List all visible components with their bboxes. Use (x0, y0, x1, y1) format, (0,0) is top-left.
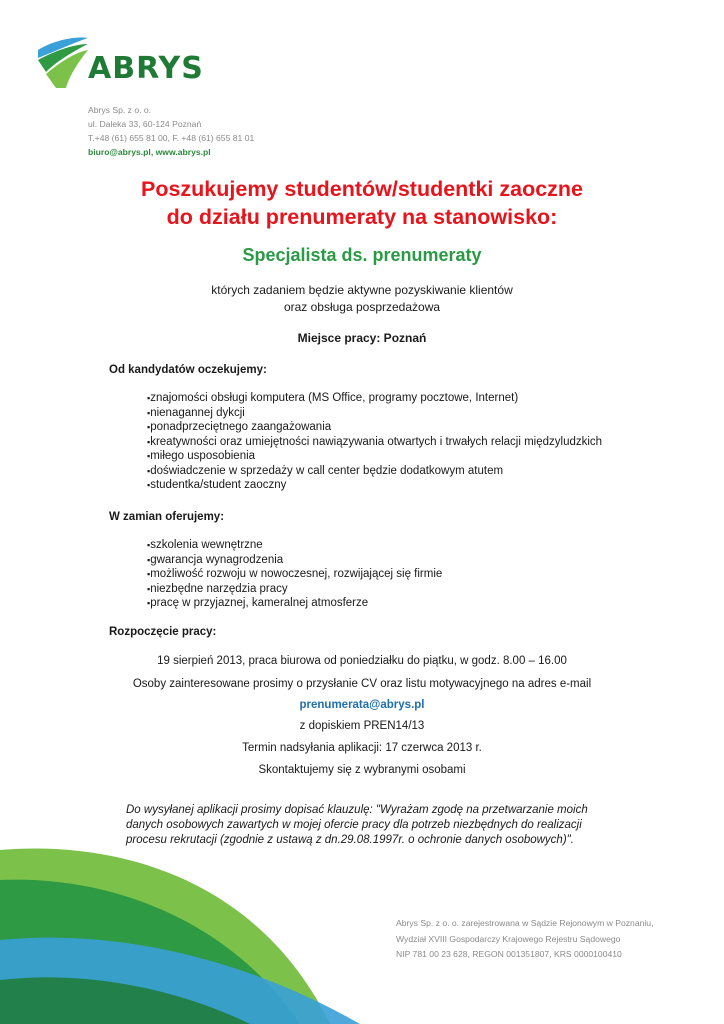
list-item: ▪ znajomości obsługi komputera (MS Office, programy pocztowe, Internet) (147, 391, 602, 406)
brand-name: ABRYS (88, 51, 204, 86)
list-item: ▪ szkolenia wewnętrzne (147, 538, 442, 553)
consent-clause: Do wysyłanej aplikacji prosimy dopisać klauzulę: "Wyrażam zgodę na przetwarzanie moich danych osobowych zawartych w mojej ofercie pracy dla potrzeb niezbędnych do realizacji procesu rekrutacji (zgodnie z ustawą z dn.29.08.1997r. o ochronie danych osobowych)". (126, 804, 588, 846)
application-email-link[interactable]: prenumerata@abrys.pl (299, 699, 425, 711)
list-item: ▪ doświadczenie w sprzedaży w call center będzie dodatkowym atutem (147, 464, 602, 479)
application-invite: Osoby zainteresowane prosimy o przysłanie CV oraz listu motywacyjnego na adres e-mail (132, 678, 592, 690)
start-date: 19 sierpień 2013, praca biurowa od poniedziałku do piątku, w godz. 8.00 – 16.00 (157, 655, 567, 667)
company-phones: T.+48 (61) 655 81 00, F. +48 (61) 655 81 01 (88, 133, 255, 143)
list-item: ▪ studentka/student zaoczny (147, 478, 602, 493)
list-item: ▪ możliwość rozwoju w nowoczesnej, rozwijającej się firmie (147, 567, 442, 582)
contact-note: Skontaktujemy się z wybranymi osobami (258, 764, 466, 776)
list-item: ▪ gwarancja wynagrodzenia (147, 553, 442, 568)
reference-code: z dopiskiem PREN14/13 (299, 720, 425, 732)
description-line-2: oraz obsługa posprzedażowa (283, 300, 441, 314)
footer-line-1: Abrys Sp. z o. o. zarejestrowana w Sądzie Rejonowym w Poznaniu, (396, 918, 654, 928)
registration-footer (396, 916, 653, 963)
list-item: ▪ ponadprzeciętnego zaangażowania (147, 420, 602, 435)
offer-list (147, 538, 442, 611)
position-description (0, 282, 724, 316)
list-item: ▪ niezbędne narzędzia pracy (147, 582, 442, 597)
company-contact-link[interactable]: biuro@abrys.pl, www.abrys.pl (88, 147, 211, 157)
start-heading: Rozpoczęcie pracy: (109, 626, 217, 638)
headline-line-1: Poszukujemy studentów/studentki zaoczne (140, 177, 584, 201)
page-headline (0, 175, 724, 231)
position-title: Specjalista ds. prenumeraty (242, 245, 482, 265)
description-line-1: których zadaniem będzie aktywne pozyskiwanie klientów (211, 283, 513, 297)
headline-line-2: do działu prenumeraty na stanowisko: (166, 205, 558, 229)
list-item: ▪ kreatywności oraz umiejętności nawiązywania otwartych i trwałych relacji międzyludzkich (147, 435, 602, 450)
requirements-heading: Od kandydatów oczekujemy: (109, 364, 267, 376)
offer-heading: W zamian oferujemy: (109, 511, 225, 523)
company-address: ul. Daleka 33, 60-124 Poznań (88, 119, 202, 129)
list-item: ▪ pracę w przyjaznej, kameralnej atmosferze (147, 596, 442, 611)
footer-line-2: Wydział XVIII Gospodarczy Krajowego Rejestru Sądowego (396, 933, 621, 944)
footer-line-3: NIP 781 00 23 628, REGON 001351807, KRS 0000100410 (396, 949, 622, 959)
application-deadline: Termin nadsyłania aplikacji: 17 czerwca 2013 r. (242, 742, 482, 754)
workplace: Miejsce pracy: Poznań (297, 331, 427, 345)
list-item: ▪ miłego usposobienia (147, 449, 602, 464)
company-details (88, 103, 254, 159)
requirements-list (147, 391, 602, 493)
list-item: ▪ nienagannej dykcji (147, 406, 602, 421)
company-name: Abrys Sp. z o. o. (88, 105, 152, 115)
